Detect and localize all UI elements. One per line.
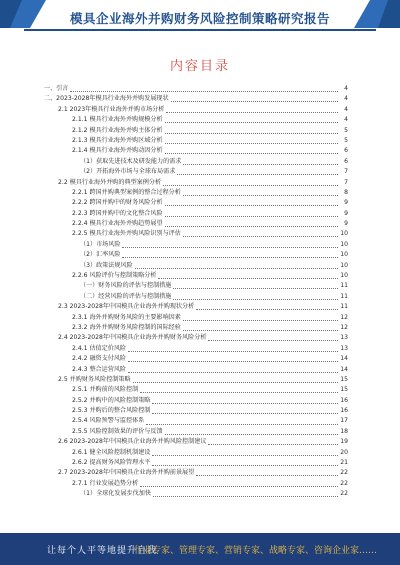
toc-entry-page: 9: [344, 199, 348, 207]
toc-entry-page: 16: [340, 396, 348, 404]
toc-entry[interactable]: [44, 198, 348, 208]
toc-entry-text: 二、2023-2028年模具行业海外并购发展现状: [44, 95, 169, 103]
toc-entry[interactable]: [44, 209, 348, 219]
toc-entry-text: 2.2.5 模具行业海外并购风险识别与评估: [72, 230, 181, 238]
toc-entry-page: 22: [340, 469, 348, 477]
toc-entry-page: 10: [340, 240, 348, 248]
toc-entry-text: 2.4.3 整合运营风险: [72, 365, 127, 373]
toc-entry-page: 5: [344, 126, 348, 134]
toc-entry-page: 15: [340, 375, 348, 383]
toc-entry-page: 22: [340, 479, 348, 487]
toc-entry-text: 2.2.3 跨国并购中的文化整合风险: [72, 209, 163, 217]
toc-entry-text: 2.5.3 并购后的整合风险控制: [72, 407, 151, 415]
page-footer: [0, 533, 400, 565]
toc-entry[interactable]: [44, 167, 348, 177]
toc-entry[interactable]: [44, 146, 348, 156]
toc-leader-dots: [158, 271, 338, 279]
toc-entry-page: 14: [340, 355, 348, 363]
toc-leader-dots: [208, 437, 338, 445]
toc-entry[interactable]: [44, 188, 348, 198]
toc-entry-text: 2.4.1 估值定价风险: [72, 344, 127, 352]
toc-leader-dots: [165, 115, 338, 123]
toc-entry[interactable]: [44, 437, 348, 447]
table-of-contents: [44, 84, 348, 500]
toc-entry[interactable]: [44, 448, 348, 458]
toc-leader-dots: [208, 333, 338, 341]
toc-entry[interactable]: [44, 385, 348, 395]
toc-entry[interactable]: [44, 105, 348, 115]
toc-entry-page: 11: [340, 303, 348, 311]
toc-entry[interactable]: [44, 406, 348, 416]
toc-entry-page: 10: [340, 251, 348, 259]
toc-entry-page: 22: [340, 490, 348, 498]
toc-leader-dots: [152, 406, 338, 414]
toc-leader-dots: [152, 396, 338, 404]
toc-entry-page: 7: [344, 178, 348, 186]
toc-entry[interactable]: [44, 313, 348, 323]
toc-entry-page: 13: [340, 344, 348, 352]
toc-leader-dots: [173, 292, 338, 300]
toc-entry-page: 14: [340, 365, 348, 373]
toc-entry-page: 17: [340, 417, 348, 425]
toc-entry-text: 2.4 2023-2028年中国模具企业海外并购财务风险分析: [58, 334, 207, 342]
toc-entry[interactable]: [44, 344, 348, 354]
toc-leader-dots: [152, 448, 338, 456]
toc-entry[interactable]: [44, 427, 348, 437]
toc-entry-text: （1）市场风险: [80, 240, 121, 248]
toc-entry-page: 10: [340, 261, 348, 269]
toc-entry[interactable]: [44, 157, 348, 167]
toc-leader-dots: [140, 479, 338, 487]
toc-entry-text: 2.2.4 模具行业海外并购趋势展望: [72, 220, 163, 228]
toc-leader-dots: [183, 157, 338, 165]
toc-leader-dots: [70, 84, 338, 92]
toc-entry-text: 2.1.4 模具行业海外并购动因分析: [72, 147, 163, 155]
toc-entry[interactable]: [44, 375, 348, 385]
toc-entry[interactable]: [44, 396, 348, 406]
toc-entry-text: （二）经营风险的评估与控制措施: [80, 292, 172, 300]
toc-leader-dots: [183, 188, 338, 196]
toc-entry[interactable]: [44, 489, 348, 499]
toc-leader-dots: [183, 313, 338, 321]
toc-leader-dots: [128, 365, 338, 373]
toc-entry-page: 13: [340, 334, 348, 342]
toc-entry-text: 2.5 并购财务风险控制策略: [58, 375, 131, 383]
toc-entry[interactable]: [44, 178, 348, 188]
toc-entry-page: 19: [340, 438, 348, 446]
toc-leader-dots: [165, 126, 338, 134]
toc-leader-dots: [140, 385, 338, 393]
toc-entry-page: 4: [344, 95, 348, 103]
document-title: 模具企业海外并购财务风险控制策略研究报告: [69, 11, 330, 26]
toc-entry[interactable]: [44, 281, 348, 291]
header-rule: [24, 29, 376, 31]
toc-leader-dots: [183, 229, 338, 237]
toc-entry[interactable]: [44, 271, 348, 281]
toc-leader-dots: [165, 427, 338, 435]
toc-leader-dots: [146, 417, 338, 425]
toc-leader-dots: [183, 323, 338, 331]
toc-entry-text: （3）政策法规风险: [80, 261, 133, 269]
toc-entry-text: 一、引言: [44, 84, 69, 92]
toc-entry[interactable]: [44, 126, 348, 136]
toc-entry-page: 10: [340, 230, 348, 238]
toc-entry[interactable]: [44, 94, 348, 104]
toc-entry-text: 2.1 2023年模具行业海外并购市场分析: [58, 105, 165, 113]
toc-leader-dots: [196, 468, 338, 476]
toc-entry-text: 2.6.1 健全风险控制机制建设: [72, 448, 151, 456]
toc-entry-text: 2.2.2 跨国并购中的财务风险分析: [72, 199, 163, 207]
toc-entry-page: 4: [344, 84, 348, 92]
toc-entry-text: 2.2.1 跨国并购典型案例的整合过程分析: [72, 188, 181, 196]
toc-leader-dots: [196, 302, 338, 310]
toc-entry[interactable]: [44, 333, 348, 343]
toc-entry-page: 6: [344, 147, 348, 155]
toc-entry-text: （2）汇率风险: [80, 251, 121, 259]
toc-entry[interactable]: [44, 292, 348, 302]
toc-entry-text: 2.3.1 海外并购财务风险的主要影响因素: [72, 313, 181, 321]
footer-experts: 行业专家、管理专家、营销专家、战略专家、咨询企业家……: [134, 546, 378, 556]
toc-leader-dots: [122, 240, 338, 248]
toc-leader-dots: [122, 250, 338, 258]
toc-entry-page: 11: [340, 292, 348, 300]
toc-entry-page: 4: [344, 105, 348, 113]
toc-entry-text: 2.3.2 海外并购财务风险控制的国际经验: [72, 323, 181, 331]
page-header: [0, 0, 400, 34]
toc-entry[interactable]: [44, 115, 348, 125]
toc-leader-dots: [152, 458, 338, 466]
toc-entry-text: 2.2.6 风险评价与控制策略分析: [72, 272, 157, 280]
toc-leader-dots: [165, 136, 338, 144]
toc-entry-text: 2.5.4 风险预警与监控体系: [72, 417, 145, 425]
toc-entry[interactable]: [44, 261, 348, 271]
toc-entry-text: 2.1.3 模具行业海外并购区域分析: [72, 136, 163, 144]
toc-entry-page: 15: [340, 386, 348, 394]
toc-entry-text: 2.5.5 风险控制效果的评价与反馈: [72, 427, 163, 435]
toc-entry[interactable]: [44, 229, 348, 239]
toc-leader-dots: [165, 219, 338, 227]
toc-heading: 内容目录: [169, 59, 230, 74]
toc-entry[interactable]: [44, 302, 348, 312]
toc-entry-text: 2.2 模具行业海外并购的典型案例分析: [58, 178, 162, 186]
toc-entry-text: （2）开拓海外市场与全球布局需求: [80, 168, 176, 176]
toc-leader-dots: [165, 209, 338, 217]
toc-entry-page: 7: [344, 168, 348, 176]
toc-leader-dots: [177, 167, 338, 175]
toc-entry[interactable]: [44, 240, 348, 250]
toc-entry-page: 21: [340, 459, 348, 467]
toc-entry-page: 12: [340, 323, 348, 331]
toc-leader-dots: [153, 489, 338, 497]
toc-leader-dots: [165, 198, 338, 206]
toc-entry[interactable]: [44, 354, 348, 364]
toc-entry-text: 2.7 2023-2028年中国模具企业海外并购前景展望: [58, 469, 195, 477]
toc-entry[interactable]: [44, 323, 348, 333]
toc-entry[interactable]: [44, 458, 348, 468]
toc-entry-page: 16: [340, 407, 348, 415]
toc-entry-page: 18: [340, 427, 348, 435]
toc-entry-page: 20: [340, 448, 348, 456]
toc-leader-dots: [171, 94, 338, 102]
toc-entry-text: 2.1.1 模具行业海外并购规模分析: [72, 116, 163, 124]
toc-leader-dots: [163, 178, 338, 186]
toc-leader-dots: [135, 261, 338, 269]
toc-entry-text: 2.7.1 行业发展趋势分析: [72, 479, 139, 487]
toc-entry[interactable]: [44, 365, 348, 375]
toc-entry-page: 6: [344, 157, 348, 165]
toc-entry-text: 2.1.2 模具行业海外并购主体分析: [72, 126, 163, 134]
toc-leader-dots: [165, 146, 338, 154]
toc-leader-dots: [128, 354, 338, 362]
toc-entry[interactable]: [44, 250, 348, 260]
toc-leader-dots: [166, 105, 338, 113]
toc-leader-dots: [173, 281, 338, 289]
toc-entry[interactable]: [44, 479, 348, 489]
toc-entry-page: 9: [344, 209, 348, 217]
toc-entry-text: 2.6.2 提高财务风险管理水平: [72, 459, 151, 467]
toc-entry[interactable]: [44, 84, 348, 94]
toc-entry-text: 2.3 2023-2028年中国模具企业海外并购现状分析: [58, 303, 195, 311]
toc-entry-text: 2.4.2 融资支付风险: [72, 355, 127, 363]
toc-entry[interactable]: [44, 136, 348, 146]
toc-entry-text: 2.6 2023-2028年中国模具企业海外并购风险控制建议: [58, 438, 207, 446]
toc-entry-text: 2.5.2 并购中的风险控制策略: [72, 396, 151, 404]
toc-entry[interactable]: [44, 219, 348, 229]
toc-entry-page: 10: [340, 272, 348, 280]
toc-leader-dots: [133, 375, 338, 383]
toc-entry-text: （1）全球化发展步伐加快: [80, 490, 151, 498]
toc-entry-page: 9: [344, 220, 348, 228]
toc-entry-page: 4: [344, 116, 348, 124]
footer-slogan: 让每个人平等地提升自我: [47, 546, 158, 556]
toc-entry-page: 8: [344, 188, 348, 196]
toc-entry-page: 11: [340, 282, 348, 290]
toc-entry-text: 2.5.1 并购前的风险控制: [72, 386, 139, 394]
toc-entry-text: （一）财务风险的评估与控制措施: [80, 282, 172, 290]
toc-entry-page: 12: [340, 313, 348, 321]
toc-entry[interactable]: [44, 417, 348, 427]
toc-entry-text: （1）获取先进技术及研发能力的需求: [80, 157, 182, 165]
toc-entry[interactable]: [44, 468, 348, 478]
toc-entry-page: 5: [344, 136, 348, 144]
toc-leader-dots: [128, 344, 338, 352]
